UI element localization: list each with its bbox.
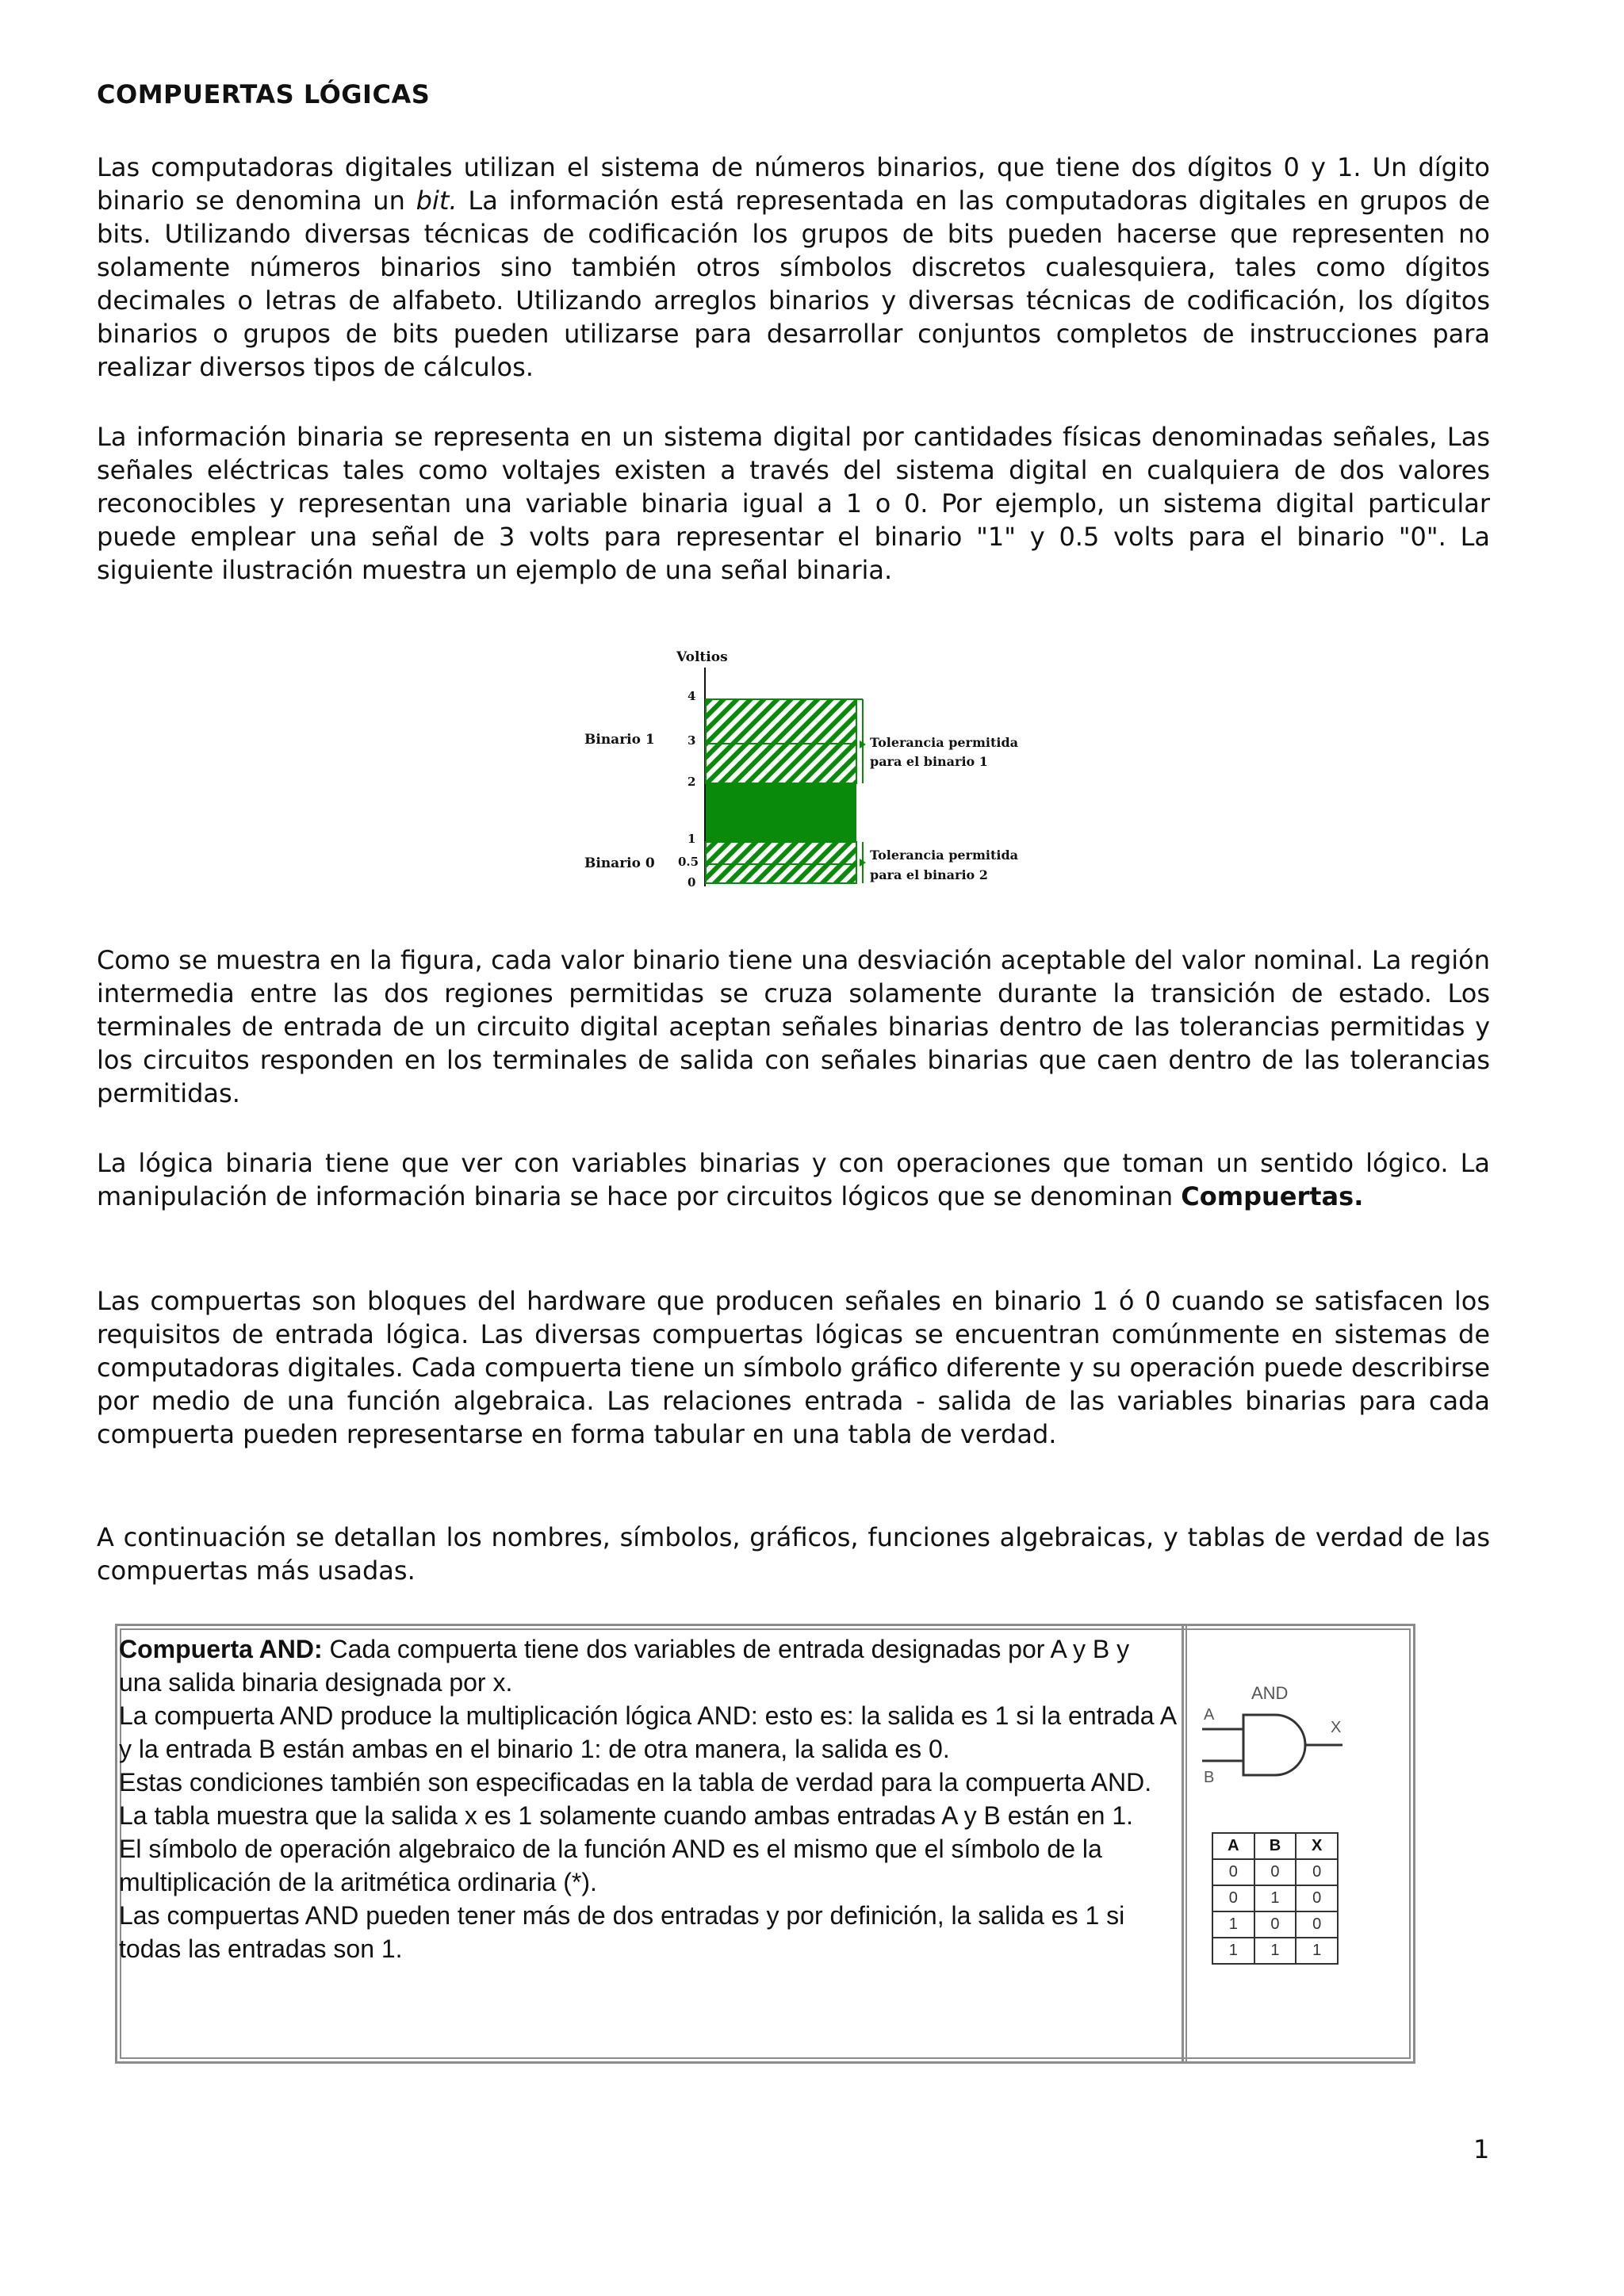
- truth-cell: 0: [1212, 1859, 1254, 1885]
- table-row: [1212, 1938, 1338, 1964]
- transition-region: [706, 783, 856, 842]
- and-gate-description: [119, 1632, 1178, 1965]
- truth-header-x: X: [1296, 1833, 1338, 1859]
- and-truth-table: [1212, 1832, 1339, 1965]
- and-gate-text: El símbolo de operación algebraico de la función AND es el mismo que el símbolo de la multiplicación de la aritmética ordinaria (*).: [119, 1835, 1102, 1896]
- and-gate-input-a: A: [1204, 1706, 1215, 1724]
- and-gate-intro: [119, 1632, 1178, 1699]
- axis-label: Voltios: [676, 649, 728, 665]
- paragraph-emphasis: bit.: [416, 186, 458, 216]
- table-row: [1212, 1859, 1338, 1885]
- tolerance-label-0-line1: Tolerancia permitida: [870, 848, 1019, 863]
- and-gate-text: La compuerta AND produce la multiplicación lógica AND: esto es: la salida es 1 si la entrada A y la entrada B están ambas en el binario 1: de otra manera, la salida es 0.: [119, 1701, 1176, 1763]
- tolerance-band-binary1-upper: [706, 699, 856, 744]
- truth-cell: 0: [1296, 1911, 1338, 1938]
- tick-label-3: 3: [688, 733, 696, 748]
- and-gate-output-x: X: [1331, 1719, 1342, 1736]
- tolerance-band-binary1-lower: [706, 744, 856, 783]
- paragraph-tolerance: Como se muestra en la figura, cada valor binario tiene una desviación aceptable del valor nominal. La región intermedia entre las dos regiones permitidas se cruza solamente durante la transición de estado. Los terminales de entrada de un circuito digital aceptan señales binarias dentro de las tolerancias permitidas y los circuitos responden en los terminales de salida con señales binarias que caen dentro de las tolerancias permitidas.: [97, 945, 1490, 1108]
- and-gate-text: Cada compuerta tiene dos variables de entrada designadas por A y B y una salida binaria designada por x.: [119, 1635, 1130, 1697]
- truth-cell: 1: [1212, 1911, 1254, 1938]
- tick-label-1: 1: [688, 832, 696, 846]
- truth-cell: 1: [1296, 1938, 1338, 1964]
- truth-table-header: [1212, 1833, 1338, 1859]
- truth-cell: 0: [1254, 1911, 1297, 1938]
- tick-label-0-5: 0.5: [678, 855, 699, 869]
- page-number: 1: [1473, 2134, 1490, 2164]
- and-gate-symbol: [1188, 1674, 1410, 1832]
- tolerance-label-0-line2: para el binario 2: [870, 867, 988, 882]
- truth-header-b: B: [1254, 1833, 1297, 1859]
- label-binario-0: Binario 0: [584, 855, 655, 871]
- paragraph-logic: [97, 1146, 1490, 1213]
- and-gate-text: Estas condiciones también son especificadas en la tabla de verdad para la compuerta AND. La tabla muestra que la salida x es 1 solamente cuando ambas entradas A y B están en 1.: [119, 1768, 1152, 1830]
- tolerance-label-1-line1: Tolerancia permitida: [870, 735, 1019, 750]
- truth-cell: 1: [1254, 1885, 1297, 1911]
- binary-signal-diagram: [476, 634, 1078, 896]
- truth-cell: 0: [1296, 1859, 1338, 1885]
- table-row: [1212, 1885, 1338, 1911]
- table-column-divider: [1182, 1626, 1184, 2061]
- paragraph-signals: La información binaria se representa en un sistema digital por cantidades físicas denominadas señales, Las señales eléctricas tales como voltajes existen a través del sistema digital en cualquiera de dos valores reconocibles y representan una variable binaria igual a 1 o 0. Por ejemplo, un sistema digital particular puede emplear una señal de 3 volts para representar el binario "1" y 0.5 volts para el binario "0". La siguiente ilustración muestra un ejemplo de una señal binaria.: [97, 422, 1490, 585]
- table-column-divider: [1185, 1626, 1187, 2061]
- truth-cell: 0: [1296, 1885, 1338, 1911]
- truth-cell: 0: [1212, 1885, 1254, 1911]
- tick-label-2: 2: [688, 775, 696, 789]
- and-gate-table: [115, 1624, 1415, 2064]
- binary-signal-figure: [476, 634, 1078, 896]
- tolerance-band-binary0-lower: [706, 864, 856, 883]
- paragraph-list-intro: A continuación se detallan los nombres, símbolos, gráficos, funciones algebraicas, y tablas de verdad de las compuertas más usadas.: [97, 1522, 1490, 1586]
- paragraph-text: La información está representada en las computadoras digitales en grupos de bits. Utilizando diversas técnicas de codificación los grupos de bits pueden hacerse que representen no solamente números binarios sino también otros símbolos discretos cualesquiera, tales como dígitos decimales o letras de alfabeto. Utilizando arreglos binarios y diversas técnicas de codificación, los dígitos binarios o grupos de bits pueden utilizarse para desarrollar conjuntos completos de instrucciones para realizar diversos tipos de cálculos.: [97, 186, 1491, 382]
- paragraph-intro: [97, 151, 1490, 384]
- tick-label-0: 0: [688, 875, 696, 890]
- and-gate-icon: [1188, 1674, 1410, 1832]
- page-title: COMPUERTAS LÓGICAS: [97, 79, 431, 109]
- tick-label-4: 4: [688, 689, 696, 703]
- paragraph-text: La lógica binaria tiene que ver con variables binarias y con operaciones que toman un sentido lógico. La manipulación de información binaria se hace por circuitos lógicos que se denominan: [97, 1148, 1490, 1211]
- paragraph-bold: Compuertas.: [1181, 1181, 1364, 1211]
- and-gate-symbol-label: AND: [1251, 1683, 1289, 1703]
- and-gate-input-b: B: [1204, 1769, 1215, 1786]
- truth-cell: 1: [1212, 1938, 1254, 1964]
- and-gate-text: Las compuertas AND pueden tener más de dos entradas y por definición, la salida es 1 si todas las entradas son 1.: [119, 1901, 1125, 1963]
- tolerance-label-1-line2: para el binario 1: [870, 754, 988, 769]
- and-gate-body: [1243, 1715, 1305, 1775]
- truth-cell: 1: [1254, 1938, 1297, 1964]
- truth-cell: 0: [1254, 1859, 1297, 1885]
- paragraph-gates: Las compuertas son bloques del hardware que producen señales en binario 1 ó 0 cuando se satisfacen los requisitos de entrada lógica. Las diversas compuertas lógicas se encuentran comúnmente en sistemas de computadoras digitales. Cada compuerta tiene un símbolo gráfico diferente y su operación puede describirse por medio de una función algebraica. Las relaciones entrada - salida de las variables binarias para cada compuerta pueden representarse en forma tabular en una tabla de verdad.: [97, 1286, 1490, 1449]
- label-binario-1: Binario 1: [584, 732, 655, 748]
- and-gate-heading: Compuerta AND:: [119, 1635, 323, 1663]
- tolerance-band-binary0-upper: [706, 842, 856, 864]
- truth-header-a: A: [1212, 1833, 1254, 1859]
- paragraph-text: Las computadoras digitales utilizan el sistema de números binarios, que tiene dos dígitos 0 y 1. Un dígito binario se denomina un: [97, 152, 1490, 216]
- table-row: [1212, 1911, 1338, 1938]
